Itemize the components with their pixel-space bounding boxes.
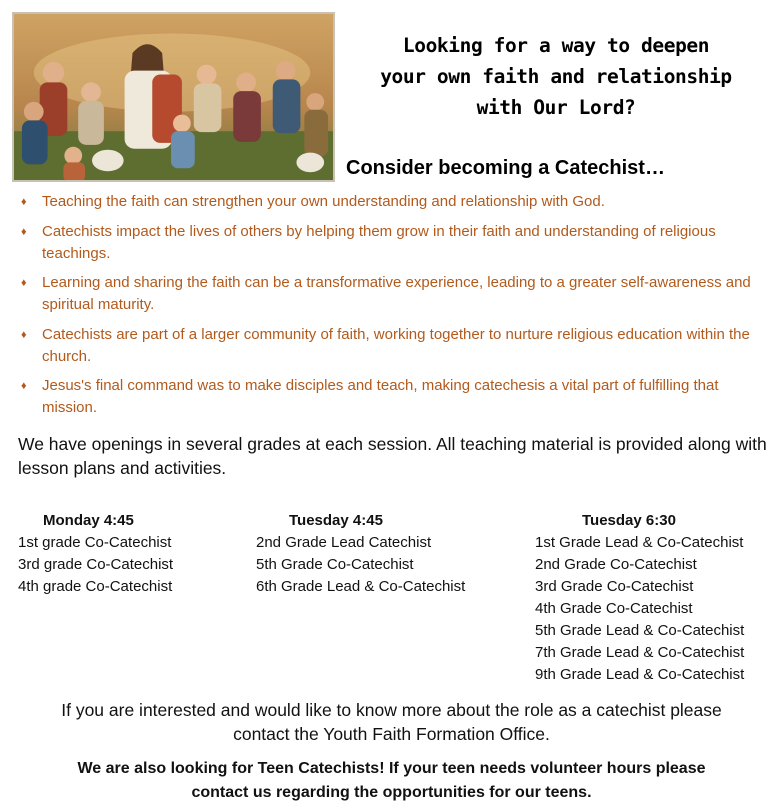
role-item: 7th Grade Lead & Co-Catechist — [535, 644, 745, 661]
diamond-bullet-icon: ♦ — [21, 328, 27, 341]
benefits-list — [18, 191, 773, 427]
jesus-with-children-painting — [12, 12, 335, 182]
headline-line-2: your own faith and relationship — [380, 65, 732, 88]
benefit-item — [18, 375, 773, 419]
contact-paragraph — [0, 698, 783, 746]
benefit-text: Jesus's final command was to make disciples and teach, making catechesis a vital part of fulfilling that mission. — [42, 377, 719, 416]
session-heading: Tuesday 6:30 — [582, 512, 676, 529]
benefit-text: Catechists impact the lives of others by helping them grow in their faith and understanding of religious teachings. — [42, 222, 716, 262]
role-item: 1st Grade Lead & Co-Catechist — [535, 534, 744, 551]
benefit-text: Catechists are part of a larger community of faith, working together to nurture religious education within the church. — [42, 325, 750, 365]
schedule-tuesday-445 — [256, 510, 465, 598]
benefit-item — [18, 221, 773, 265]
headline — [345, 30, 767, 123]
benefit-item — [18, 272, 773, 316]
role-item: 4th Grade Co-Catechist — [535, 600, 693, 617]
role-item: 3rd grade Co-Catechist — [18, 556, 174, 573]
role-item: 9th Grade Lead & Co-Catechist — [535, 666, 745, 683]
schedule-monday-445 — [18, 510, 173, 598]
teens-line-2: contact us regarding the opportunities for our teens. — [191, 784, 592, 801]
openings-paragraph: We have openings in several grades at each session. All teaching material is provided along with lesson plans and activities. — [18, 434, 767, 478]
benefit-item — [18, 324, 773, 368]
role-item: 6th Grade Lead & Co-Catechist — [256, 578, 466, 595]
diamond-bullet-icon: ♦ — [21, 277, 27, 289]
schedule-tuesday-630 — [535, 510, 744, 686]
role-item: 1st grade Co-Catechist — [18, 534, 172, 551]
role-item: 2nd Grade Lead Catechist — [256, 534, 432, 551]
subheading: Consider becoming a Catechist… — [346, 157, 665, 179]
benefit-item — [18, 191, 773, 213]
diamond-bullet-icon: ♦ — [21, 196, 27, 208]
painting-illustration — [14, 14, 333, 180]
benefit-text: Learning and sharing the faith can be a transformative experience, leading to a greater self-awareness and spiritual maturity. — [42, 274, 751, 313]
role-item: 4th grade Co-Catechist — [18, 578, 173, 595]
benefit-text: Teaching the faith can strengthen your own understanding and relationship with God. — [42, 193, 605, 210]
headline-line-1: Looking for a way to deepen — [402, 34, 710, 57]
teen-catechists-notice — [0, 757, 783, 805]
role-item: 5th Grade Lead & Co-Catechist — [535, 622, 745, 639]
role-item: 2nd Grade Co-Catechist — [535, 556, 697, 573]
session-heading: Monday 4:45 — [43, 512, 134, 529]
session-heading: Tuesday 4:45 — [289, 512, 383, 529]
role-item: 3rd Grade Co-Catechist — [535, 578, 694, 595]
contact-line-2: contact the Youth Faith Formation Office. — [233, 724, 550, 744]
diamond-bullet-icon: ♦ — [21, 225, 27, 238]
role-item: 5th Grade Co-Catechist — [256, 556, 414, 573]
diamond-bullet-icon: ♦ — [21, 380, 27, 392]
headline-line-3: with Our Lord? — [476, 96, 636, 119]
contact-line-1: If you are interested and would like to know more about the role as a catechist please — [61, 700, 722, 720]
teens-line-1: We are also looking for Teen Catechists! If your teen needs volunteer hours please — [77, 760, 706, 777]
